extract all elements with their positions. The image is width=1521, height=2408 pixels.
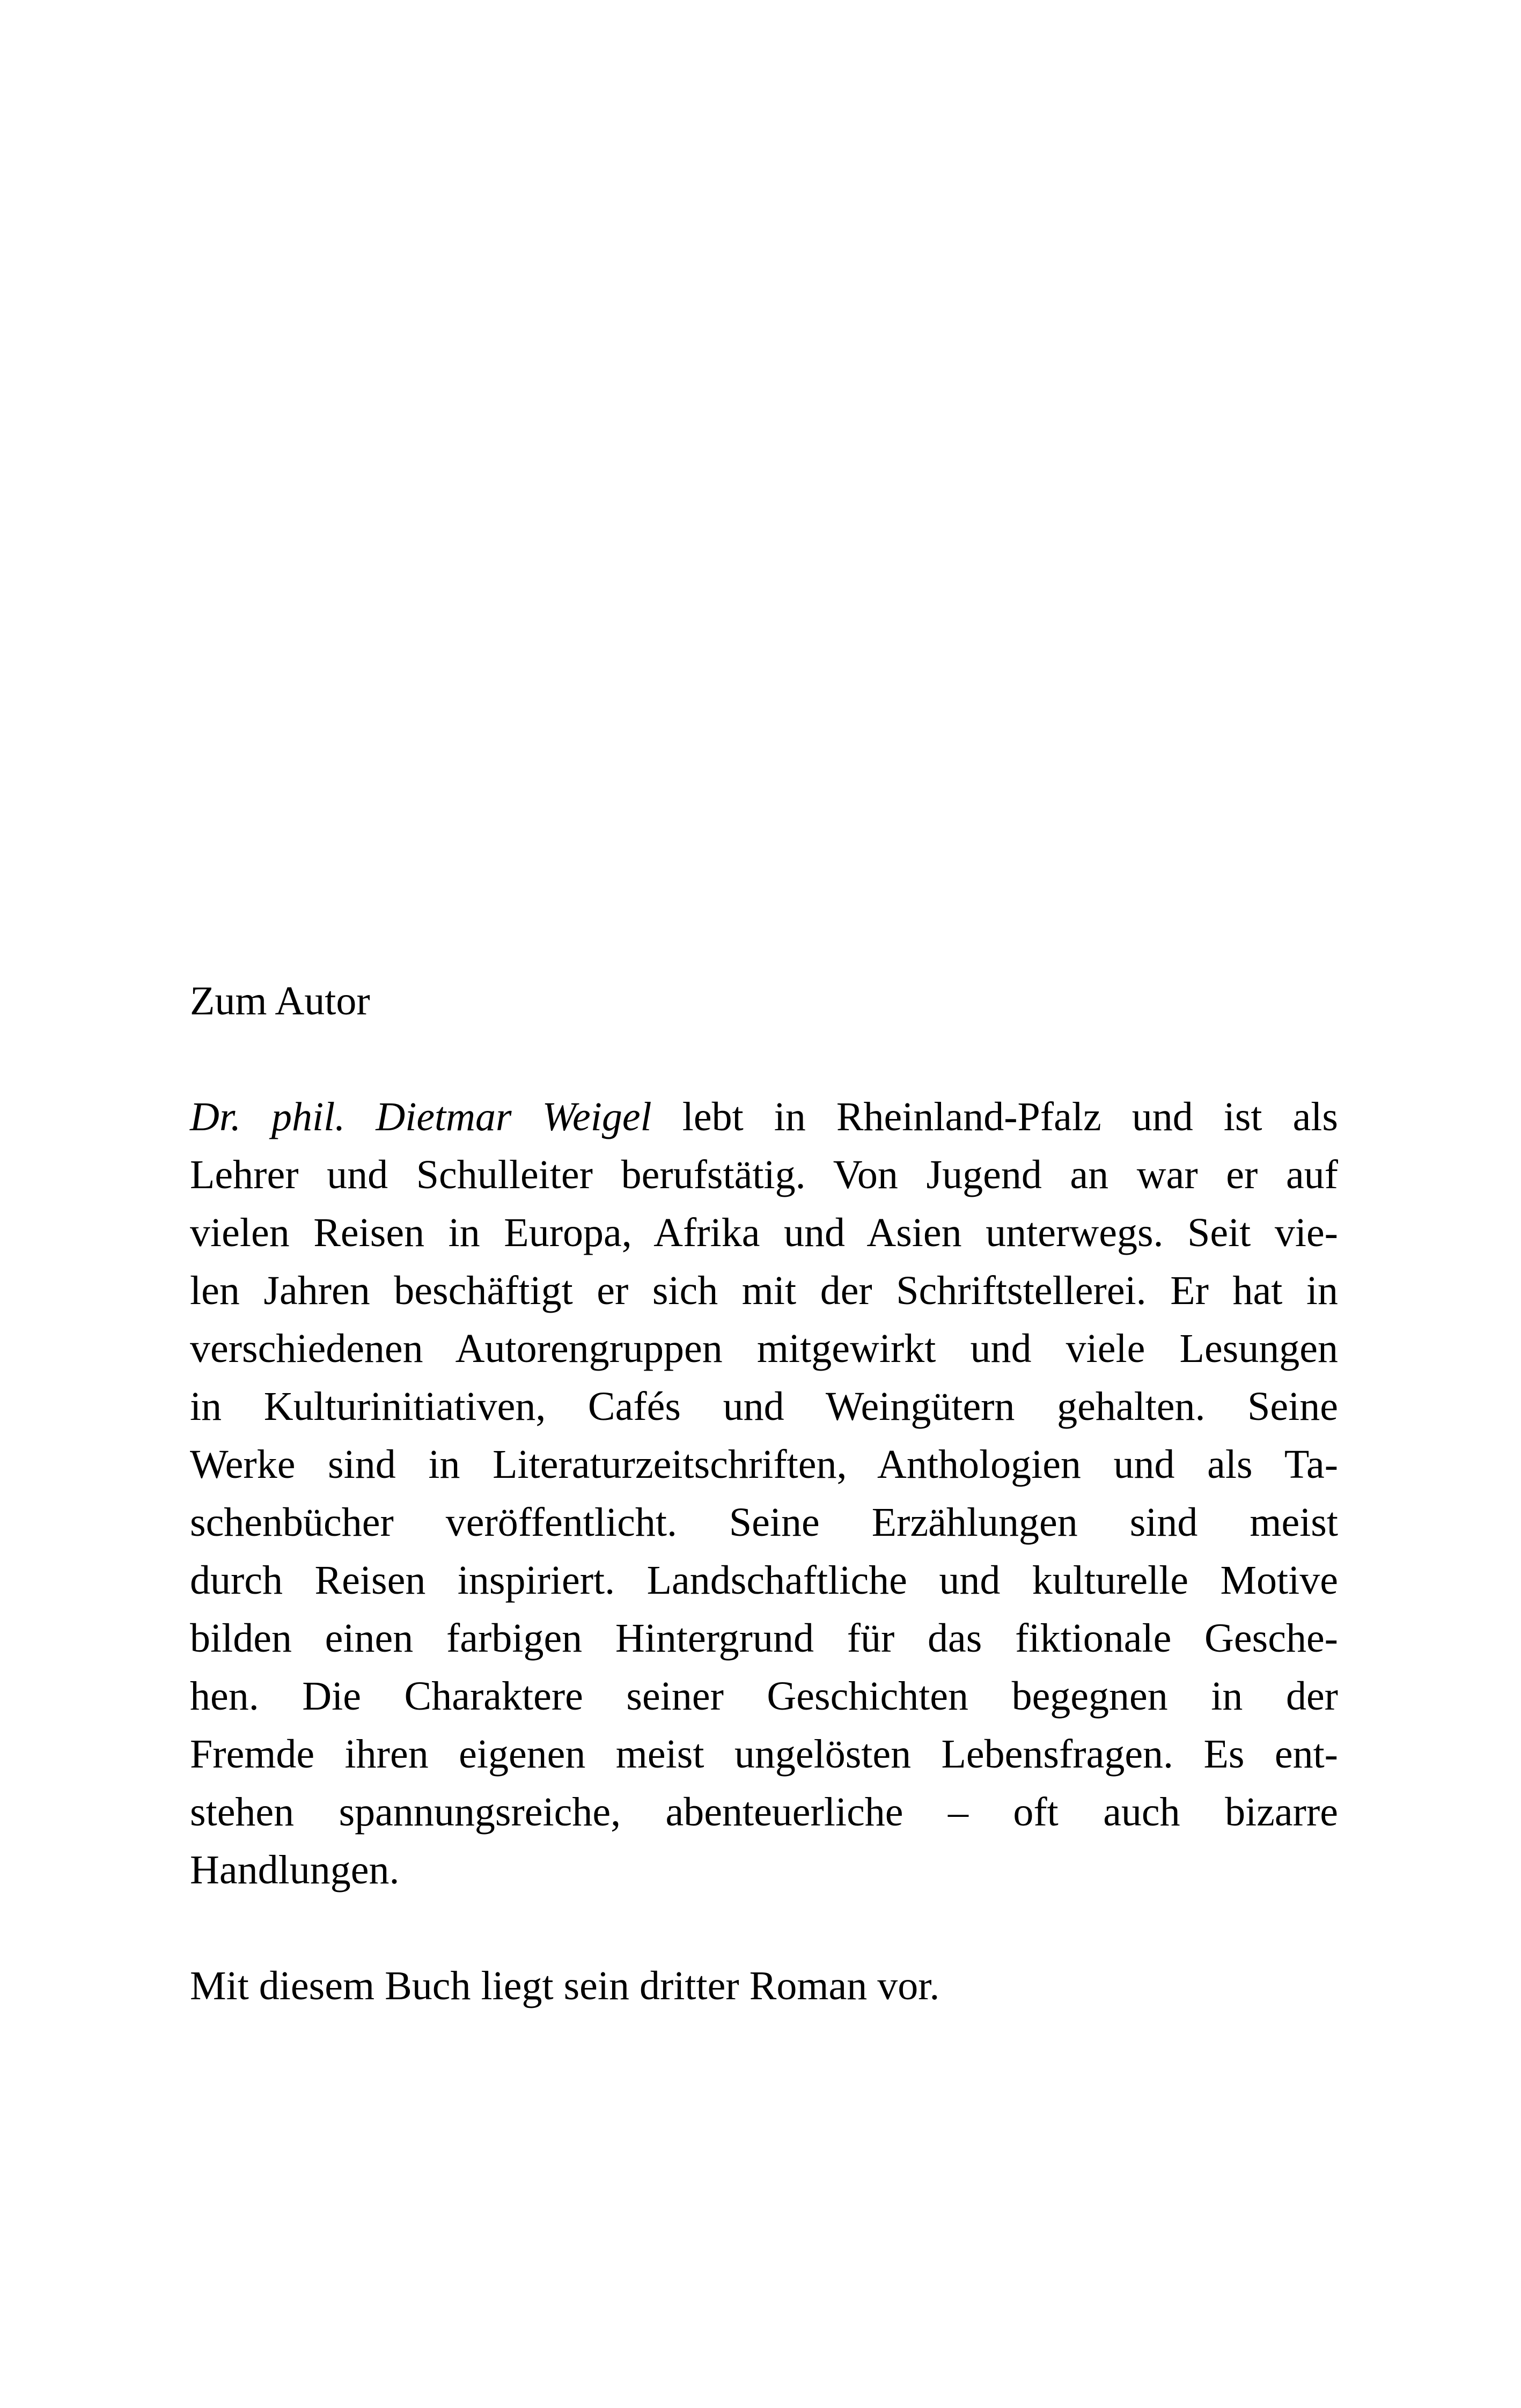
paragraph-spacer	[190, 1899, 1338, 1957]
bio-line: vielen Reisen in Europa, Afrika und Asien unterwegs. Seit vie-	[190, 1210, 1338, 1255]
bio-line: Lehrer und Schulleiter berufstätig. Von Jugend an war er auf	[190, 1152, 1338, 1197]
bio-line: len Jahren beschäftigt er sich mit der Schriftstellerei. Er hat in	[190, 1268, 1338, 1313]
bio-line: Werke sind in Literaturzeitschriften, Anthologien und als Ta-	[190, 1442, 1338, 1487]
bio-line: hen. Die Charaktere seiner Geschichten begegnen in der	[190, 1674, 1338, 1719]
bio-line: verschiedenen Autorengruppen mitgewirkt und viele Lesungen	[190, 1326, 1338, 1371]
bio-line-1-text: lebt in Rheinland-Pfalz und ist als	[682, 1094, 1339, 1139]
section-heading: Zum Autor	[190, 978, 370, 1023]
bio-line: in Kulturinitiativen, Cafés und Weingütern gehalten. Seine	[190, 1384, 1338, 1429]
bio-line: stehen spannungsreiche, abenteuerliche – oft auch bizarre	[190, 1790, 1338, 1835]
bio-line: bilden einen farbigen Hintergrund für das fiktionale Gesche-	[190, 1616, 1338, 1661]
bio-line: schenbücher veröffentlicht. Seine Erzählungen sind meist	[190, 1500, 1338, 1545]
closing-line: Mit diesem Buch liegt sein dritter Roman vor.	[190, 1963, 940, 2008]
paragraph-spacer	[190, 1030, 1338, 1088]
bio-line: durch Reisen inspiriert. Landschaftliche und kulturelle Motive	[190, 1558, 1338, 1603]
author-name: Dr. phil. Dietmar Weigel	[190, 1094, 652, 1139]
bio-line: Fremde ihren eigenen meist ungelösten Lebensfragen. Es ent-	[190, 1732, 1338, 1777]
bio-line-1	[190, 1088, 1338, 1146]
author-bio-section	[190, 972, 1338, 2015]
bio-line-last: Handlungen.	[190, 1847, 400, 1892]
